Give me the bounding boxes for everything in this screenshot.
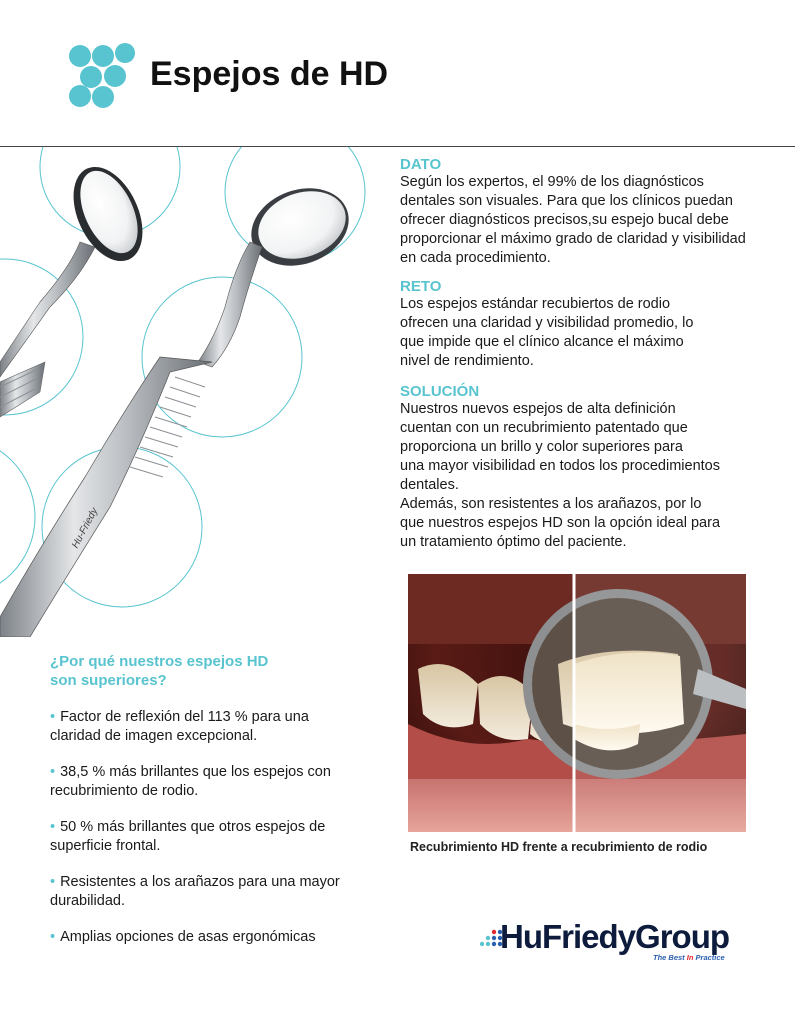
handle-engraving: Hu-Friedy [70, 506, 101, 551]
list-item: • Amplias opciones de asas ergonómicas [50, 929, 316, 945]
dato-body: Según los expertos, el 99% de los diagnósticos dentales son visuales. Para que los clínicos puedan ofrecer diagnósticos precisos,su espejo bucal debe proporcionar el máximo grado de claridad y visibilidad en cada procedimiento. [400, 174, 746, 266]
section-reto [400, 278, 790, 371]
dental-mirrors-illustration [0, 147, 395, 637]
bullet-icon: • [50, 929, 56, 945]
bullet-icon: • [50, 874, 56, 890]
dato-heading: DATO [400, 156, 442, 173]
solucion-heading: SOLUCIÓN [400, 383, 480, 400]
reto-body: Los espejos estándar recubiertos de rodio ofrecen una claridad y visibilidad promedio, lo que impide que el clínico alcance el máximo nivel de rendimiento. [400, 296, 694, 369]
list-item: • 38,5 % más brillantes que los espejos con recubrimiento de rodio. [50, 764, 331, 799]
brand-tagline: The Best In Practice [653, 953, 725, 962]
brand-logo-dots [480, 929, 502, 951]
brand-dots-logo [65, 40, 145, 110]
reto-heading: RETO [400, 278, 442, 295]
why-heading: ¿Por qué nuestros espejos HD son superiores? [50, 653, 269, 689]
benefits-list [50, 708, 380, 964]
brand-name: HuFriedyGroup [500, 918, 730, 955]
page-title: Espejos de HD [150, 55, 389, 93]
photo-caption: Recubrimiento HD frente a recubrimiento de rodio [410, 840, 708, 854]
comparison-photo [408, 574, 746, 832]
bullet-icon: • [50, 764, 56, 780]
solucion-body: Nuestros nuevos espejos de alta definición cuentan con un recubrimiento patentado que proporciona un brillo y color superiores para una mayor visibilidad en todos los procedimientos dentales. Además, son resistentes a los arañazos, por lo que nuestros espejos HD son la opción ideal para un tratamiento óptimo del paciente. [400, 401, 721, 550]
list-item: • Resistentes a los arañazos para una mayor durabilidad. [50, 874, 340, 909]
section-dato [400, 156, 790, 268]
bullet-icon: • [50, 819, 56, 835]
list-item: • Factor de reflexión del 113 % para una claridad de imagen excepcional. [50, 709, 309, 744]
bullet-icon: • [50, 709, 56, 725]
list-item: • 50 % más brillantes que otros espejos de superficie frontal. [50, 819, 326, 854]
section-solucion [400, 383, 790, 552]
